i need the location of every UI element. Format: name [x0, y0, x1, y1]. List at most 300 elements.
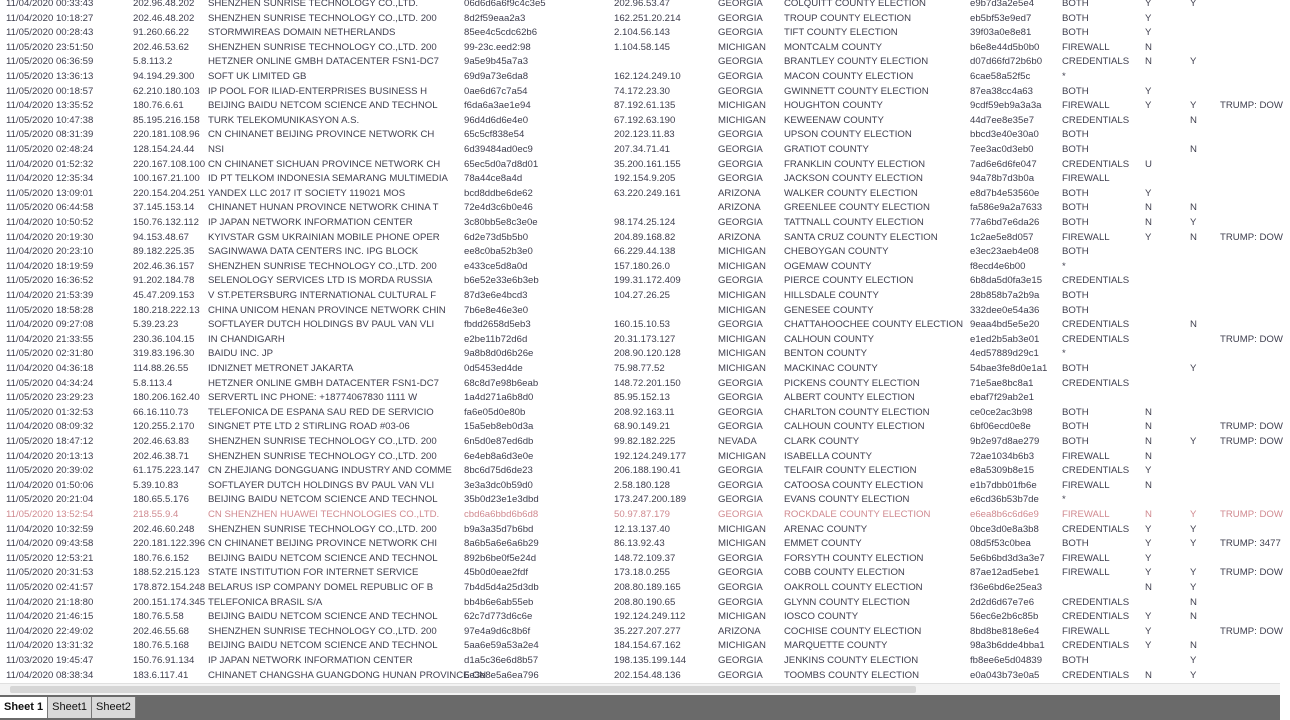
flag2-cell[interactable]: Y: [1190, 436, 1197, 447]
flag2-cell[interactable]: Y: [1190, 100, 1197, 112]
state-cell[interactable]: GEORGIA: [718, 494, 763, 506]
dest-ip-cell[interactable]: 192.124.249.112: [614, 611, 686, 623]
ip-cell[interactable]: 202.46.55.68: [133, 625, 190, 637]
state-cell[interactable]: MICHIGAN: [718, 611, 766, 623]
ip-cell[interactable]: 66.16.110.73: [133, 406, 189, 418]
county-cell[interactable]: MONTCALM COUNTY: [784, 41, 883, 53]
date-cell[interactable]: 11/05/2020 13:36:13: [6, 71, 94, 82]
status-cell[interactable]: CREDENTIALS: [1062, 319, 1130, 331]
org-cell[interactable]: IN CHANDIGARH: [208, 333, 285, 345]
county-cell[interactable]: HILLSDALE COUNTY: [784, 290, 879, 301]
flag1-cell[interactable]: N: [1145, 202, 1152, 214]
flag1-cell[interactable]: Y: [1145, 611, 1152, 623]
ip-cell[interactable]: 89.182.225.35: [133, 246, 195, 258]
status-cell[interactable]: BOTH: [1062, 655, 1089, 666]
state-cell[interactable]: GEORGIA: [718, 582, 763, 593]
dest-ip-cell[interactable]: 98.174.25.124: [614, 217, 676, 228]
ip-cell[interactable]: 37.145.153.14: [133, 202, 195, 214]
status-cell[interactable]: BOTH: [1062, 12, 1089, 24]
date-cell[interactable]: 11/04/2020 21:46:15: [6, 611, 94, 623]
county-cell[interactable]: MARQUETTE COUNTY: [784, 640, 888, 652]
dest-ip-cell[interactable]: 198.135.199.144: [614, 655, 687, 666]
flag2-cell[interactable]: N: [1190, 319, 1197, 331]
date-cell[interactable]: 11/03/2020 19:45:47: [6, 655, 94, 666]
state-cell[interactable]: GEORGIA: [718, 27, 763, 39]
status-cell[interactable]: FIREWALL: [1062, 552, 1110, 564]
date-cell[interactable]: 11/04/2020 00:33:43: [6, 0, 94, 9]
state-cell[interactable]: GEORGIA: [718, 275, 763, 287]
status-cell[interactable]: FIREWALL: [1062, 450, 1110, 462]
flag2-cell[interactable]: Y: [1190, 509, 1197, 520]
org-cell[interactable]: CN CHINANET SICHUAN PROVINCE NETWORK CH: [208, 158, 441, 170]
org-cell[interactable]: SOFTLAYER DUTCH HOLDINGS BV PAUL VAN VLI: [208, 319, 435, 331]
hash-cell[interactable]: cbd6a6bbd6b6d8: [464, 509, 539, 520]
hash-cell[interactable]: 6e4eb8a6d3e0e: [464, 450, 534, 462]
dest-ip-cell[interactable]: 192.154.9.205: [614, 173, 676, 185]
table-row[interactable]: [0, 537, 1280, 552]
state-cell[interactable]: GEORGIA: [718, 217, 763, 228]
id-cell[interactable]: 9b2e97d8ae279: [970, 436, 1040, 447]
table-row[interactable]: [0, 333, 1283, 348]
org-cell[interactable]: CHINA UNICOM HENAN PROVINCE NETWORK CHIN: [208, 304, 446, 316]
dest-ip-cell[interactable]: 192.124.249.177: [614, 450, 687, 462]
flag1-cell[interactable]: N: [1145, 406, 1152, 418]
table-row[interactable]: [0, 391, 1280, 406]
flag1-cell[interactable]: U: [1145, 158, 1152, 170]
hash-cell[interactable]: 9a5e9b45a7a3: [464, 56, 529, 68]
org-cell[interactable]: SAGINWAWA DATA CENTERS INC. IPG BLOCK: [208, 246, 419, 258]
status-cell[interactable]: CREDENTIALS: [1062, 56, 1130, 68]
date-cell[interactable]: 11/05/2020 00:18:57: [6, 85, 94, 97]
state-cell[interactable]: MICHIGAN: [718, 100, 766, 112]
id-cell[interactable]: 2d2d6d67e7e6: [970, 596, 1035, 608]
state-cell[interactable]: GEORGIA: [718, 144, 763, 155]
org-cell[interactable]: CHINANET CHANGSHA GUANGDONG HUNAN PROVINCE CN: [208, 669, 487, 681]
county-cell[interactable]: FORSYTH COUNTY ELECTION: [784, 552, 924, 564]
id-cell[interactable]: 6b8da5d0fa3e15: [970, 275, 1043, 287]
flag1-cell[interactable]: Y: [1145, 187, 1152, 199]
org-cell[interactable]: BAIDU INC. JP: [208, 348, 274, 360]
status-cell[interactable]: CREDENTIALS: [1062, 640, 1130, 652]
org-cell[interactable]: BEIJING BAIDU NETCOM SCIENCE AND TECHNOL: [208, 552, 438, 564]
hash-cell[interactable]: 35b0d23e1e3dbd: [464, 494, 539, 506]
hash-cell[interactable]: 5aa6e59a53a2e4: [464, 640, 539, 652]
ip-cell[interactable]: 188.52.215.123: [133, 567, 200, 579]
id-cell[interactable]: f36e6bd6e25ea3: [970, 582, 1043, 593]
status-cell[interactable]: CREDENTIALS: [1062, 275, 1130, 287]
dest-ip-cell[interactable]: 1.104.58.145: [614, 41, 671, 53]
id-cell[interactable]: d07d66fd72b6b0: [970, 56, 1043, 68]
status-cell[interactable]: BOTH: [1062, 0, 1089, 9]
dest-ip-cell[interactable]: 12.13.137.40: [614, 523, 671, 535]
dest-ip-cell[interactable]: 208.80.189.165: [614, 582, 681, 593]
dest-ip-cell[interactable]: 199.31.172.409: [614, 275, 681, 287]
id-cell[interactable]: 7ad6e6d6fe047: [970, 158, 1037, 170]
table-row[interactable]: [0, 70, 1280, 85]
county-cell[interactable]: OAKROLL COUNTY ELECTION: [784, 582, 923, 593]
table-row[interactable]: [0, 435, 1283, 450]
state-cell[interactable]: GEORGIA: [718, 552, 763, 564]
state-cell[interactable]: GEORGIA: [718, 509, 763, 520]
table-row[interactable]: [0, 12, 1280, 27]
org-cell[interactable]: SHENZHEN SUNRISE TECHNOLOGY CO.,LTD. 200: [208, 41, 437, 53]
table-row[interactable]: [0, 508, 1283, 523]
date-cell[interactable]: 11/04/2020 21:33:55: [6, 333, 94, 345]
date-cell[interactable]: 11/05/2020 23:29:23: [6, 392, 94, 404]
dest-ip-cell[interactable]: 68.90.149.21: [614, 421, 671, 433]
date-cell[interactable]: 11/04/2020 21:18:80: [6, 596, 94, 608]
org-cell[interactable]: HETZNER ONLINE GMBH DATACENTER FSN1-DC7: [208, 377, 439, 389]
date-cell[interactable]: 11/04/2020 04:36:18: [6, 363, 94, 374]
dest-ip-cell[interactable]: 50.97.87.179: [614, 509, 671, 520]
status-cell[interactable]: CREDENTIALS: [1062, 669, 1130, 681]
flag1-cell[interactable]: Y: [1145, 231, 1152, 243]
state-cell[interactable]: GEORGIA: [718, 406, 763, 418]
hash-cell[interactable]: e2be11b72d6d: [464, 333, 528, 345]
county-cell[interactable]: OGEMAW COUNTY: [784, 260, 872, 272]
status-cell[interactable]: *: [1062, 71, 1066, 82]
date-cell[interactable]: 11/04/2020 13:31:32: [6, 640, 94, 652]
date-cell[interactable]: 11/04/2020 10:32:59: [6, 523, 94, 535]
status-cell[interactable]: CREDENTIALS: [1062, 596, 1130, 608]
id-cell[interactable]: 98a3b6dde4bba1: [970, 640, 1045, 652]
dest-ip-cell[interactable]: 104.27.26.25: [614, 290, 671, 301]
table-row[interactable]: [0, 625, 1283, 640]
id-cell[interactable]: ebaf7f29ab2e1: [970, 392, 1035, 404]
flag2-cell[interactable]: Y: [1190, 523, 1197, 535]
ip-cell[interactable]: 220.167.108.100: [133, 158, 206, 170]
date-cell[interactable]: 11/04/2020 18:19:59: [6, 260, 94, 272]
hash-cell[interactable]: 9a8b8d0d6b26e: [464, 348, 534, 360]
table-row[interactable]: [0, 41, 1280, 56]
state-cell[interactable]: GEORGIA: [718, 85, 763, 97]
ip-cell[interactable]: 180.218.222.13: [133, 304, 200, 316]
flag2-cell[interactable]: Y: [1190, 0, 1197, 9]
id-cell[interactable]: 72ae1034b6b3: [970, 450, 1035, 462]
id-cell[interactable]: 4ed57889d29c1: [970, 348, 1039, 360]
org-cell[interactable]: BEIJING BAIDU NETCOM SCIENCE AND TECHNOL: [208, 494, 438, 506]
state-cell[interactable]: GEORGIA: [718, 669, 763, 681]
flag1-cell[interactable]: Y: [1145, 85, 1152, 97]
flag2-cell[interactable]: N: [1190, 231, 1197, 243]
note-cell[interactable]: TRUMP: DOW: [1220, 100, 1283, 112]
ip-cell[interactable]: 85.195.216.158: [133, 114, 200, 126]
flag1-cell[interactable]: N: [1145, 436, 1152, 447]
ip-cell[interactable]: 94.153.48.67: [133, 231, 190, 243]
ip-cell[interactable]: 180.76.5.58: [133, 611, 184, 623]
table-row[interactable]: [0, 99, 1283, 114]
status-cell[interactable]: BOTH: [1062, 246, 1089, 258]
county-cell[interactable]: TELFAIR COUNTY ELECTION: [784, 465, 917, 477]
id-cell[interactable]: 71e5ae8bc8a1: [970, 377, 1034, 389]
county-cell[interactable]: TOOMBS COUNTY ELECTION: [784, 669, 920, 681]
status-cell[interactable]: BOTH: [1062, 144, 1089, 155]
state-cell[interactable]: GEORGIA: [718, 465, 763, 477]
id-cell[interactable]: 44d7ee8e35e7: [970, 114, 1035, 126]
county-cell[interactable]: HOUGHTON COUNTY: [784, 100, 883, 112]
org-cell[interactable]: TURK TELEKOMUNIKASYON A.S.: [208, 114, 360, 126]
ip-cell[interactable]: 180.76.5.168: [133, 640, 190, 652]
flag1-cell[interactable]: Y: [1145, 27, 1152, 39]
dest-ip-cell[interactable]: 75.98.77.52: [614, 363, 665, 374]
org-cell[interactable]: STATE INSTITUTION FOR INTERNET SERVICE: [208, 567, 419, 579]
date-cell[interactable]: 11/04/2020 21:53:39: [6, 290, 94, 301]
hash-cell[interactable]: 62c7d773d6c6e: [464, 611, 533, 623]
ip-cell[interactable]: 202.96.48.202: [133, 0, 195, 9]
table-row[interactable]: [0, 654, 1280, 669]
dest-ip-cell[interactable]: 20.31.173.127: [614, 333, 676, 345]
id-cell[interactable]: 9eaa4bd5e5e20: [970, 319, 1040, 331]
dest-ip-cell[interactable]: 207.34.71.41: [614, 144, 671, 155]
id-cell[interactable]: e9b7d3a2e5e4: [970, 0, 1035, 9]
hash-cell[interactable]: 87d3e6e4bcd3: [464, 290, 528, 301]
hash-cell[interactable]: bb4b6e6ab55eb: [464, 596, 534, 608]
status-cell[interactable]: *: [1062, 494, 1066, 506]
hash-cell[interactable]: ee8c0ba52b3e0: [464, 246, 533, 258]
table-row[interactable]: [0, 158, 1280, 173]
state-cell[interactable]: GEORGIA: [718, 173, 763, 185]
ip-cell[interactable]: 45.47.209.153: [133, 290, 195, 301]
county-cell[interactable]: EVANS COUNTY ELECTION: [784, 494, 910, 506]
status-cell[interactable]: FIREWALL: [1062, 625, 1110, 637]
state-cell[interactable]: GEORGIA: [718, 377, 763, 389]
table-row[interactable]: [0, 289, 1280, 304]
hash-cell[interactable]: 6d2e73d5b5b0: [464, 231, 529, 243]
state-cell[interactable]: MICHIGAN: [718, 640, 766, 652]
dest-ip-cell[interactable]: 184.154.67.162: [614, 640, 681, 652]
ip-cell[interactable]: 202.46.63.83: [133, 436, 190, 447]
county-cell[interactable]: CALHOUN COUNTY: [784, 333, 875, 345]
org-cell[interactable]: SINGNET PTE LTD 2 STIRLING ROAD #03-06: [208, 421, 410, 433]
hash-cell[interactable]: 7b4d5d4a25d3db: [464, 582, 539, 593]
org-cell[interactable]: CHINANET HUNAN PROVINCE NETWORK CHINA T: [208, 202, 439, 214]
org-cell[interactable]: SHENZHEN SUNRISE TECHNOLOGY CO.,LTD. 200: [208, 436, 437, 447]
date-cell[interactable]: 11/04/2020 09:43:58: [6, 538, 94, 550]
dest-ip-cell[interactable]: 87.192.61.135: [614, 100, 676, 112]
id-cell[interactable]: 8bd8be818e6e4: [970, 625, 1040, 637]
ip-cell[interactable]: 91.202.184.78: [133, 275, 195, 287]
flag1-cell[interactable]: Y: [1145, 523, 1152, 535]
hash-cell[interactable]: 97e4a9d6c8b6f: [464, 625, 531, 637]
county-cell[interactable]: TATTNALL COUNTY ELECTION: [784, 217, 924, 228]
date-cell[interactable]: 11/05/2020 02:31:80: [6, 348, 94, 360]
hash-cell[interactable]: fa6e05d0e80b: [464, 406, 526, 418]
status-cell[interactable]: CREDENTIALS: [1062, 523, 1130, 535]
dest-ip-cell[interactable]: 162.124.249.10: [614, 71, 681, 82]
date-cell[interactable]: 11/05/2020 01:32:53: [6, 406, 94, 418]
date-cell[interactable]: 11/05/2020 02:41:57: [6, 582, 94, 593]
state-cell[interactable]: GEORGIA: [718, 0, 763, 9]
dest-ip-cell[interactable]: 86.13.92.43: [614, 538, 665, 550]
status-cell[interactable]: FIREWALL: [1062, 509, 1110, 520]
county-cell[interactable]: COCHISE COUNTY ELECTION: [784, 625, 922, 637]
date-cell[interactable]: 11/05/2020 02:48:24: [6, 144, 94, 155]
id-cell[interactable]: 28b858b7a2b9a: [970, 290, 1040, 301]
hash-cell[interactable]: 6n5d0e87ed6db: [464, 436, 534, 447]
ip-cell[interactable]: 5.39.23.23: [133, 319, 179, 331]
table-row[interactable]: [0, 187, 1280, 202]
county-cell[interactable]: EMMET COUNTY: [784, 538, 862, 550]
tab-sheet2[interactable]: Sheet2: [92, 697, 136, 718]
date-cell[interactable]: 11/04/2020 20:13:13: [6, 450, 94, 462]
state-cell[interactable]: MICHIGAN: [718, 304, 766, 316]
hash-cell[interactable]: 69d9a73e6da8: [464, 71, 529, 82]
id-cell[interactable]: 39f03a0e8e81: [970, 27, 1032, 39]
date-cell[interactable]: 11/05/2020 16:36:52: [6, 275, 94, 287]
flag1-cell[interactable]: Y: [1145, 538, 1152, 550]
table-row[interactable]: [0, 55, 1280, 70]
status-cell[interactable]: FIREWALL: [1062, 479, 1110, 491]
dest-ip-cell[interactable]: 173.18.0.255: [614, 567, 671, 579]
table-row[interactable]: [0, 362, 1280, 377]
tab-sheet1[interactable]: Sheet1: [48, 697, 92, 718]
flag1-cell[interactable]: N: [1145, 582, 1152, 593]
tab-sheet-1[interactable]: Sheet 1: [0, 697, 48, 718]
table-row[interactable]: [0, 172, 1280, 187]
org-cell[interactable]: SHENZHEN SUNRISE TECHNOLOGY CO.,LTD.: [208, 0, 419, 9]
table-row[interactable]: [0, 552, 1280, 567]
flag1-cell[interactable]: N: [1145, 421, 1152, 433]
dest-ip-cell[interactable]: 35.227.207.277: [614, 625, 681, 637]
dest-ip-cell[interactable]: 208.92.163.11: [614, 406, 675, 418]
county-cell[interactable]: IOSCO COUNTY: [784, 611, 859, 623]
state-cell[interactable]: GEORGIA: [718, 392, 763, 404]
table-row[interactable]: [0, 523, 1280, 538]
org-cell[interactable]: SHENZHEN SUNRISE TECHNOLOGY CO.,LTD. 200: [208, 625, 437, 637]
id-cell[interactable]: e6ea8b6c6d6e9: [970, 509, 1039, 520]
hash-cell[interactable]: 0ae6d67c7a54: [464, 85, 528, 97]
date-cell[interactable]: 11/04/2020 12:35:34: [6, 173, 94, 185]
ip-cell[interactable]: 183.6.117.41: [133, 669, 189, 681]
id-cell[interactable]: 332dee0e54a36: [970, 304, 1040, 316]
county-cell[interactable]: MACKINAC COUNTY: [784, 363, 878, 374]
id-cell[interactable]: e1b7dbb01fb6e: [970, 479, 1037, 491]
status-cell[interactable]: BOTH: [1062, 538, 1089, 550]
ip-cell[interactable]: 5.39.10.83: [133, 479, 179, 491]
status-cell[interactable]: *: [1062, 260, 1066, 272]
org-cell[interactable]: NSI: [208, 144, 224, 155]
table-row[interactable]: [0, 566, 1283, 581]
org-cell[interactable]: SHENZHEN SUNRISE TECHNOLOGY CO.,LTD. 200: [208, 523, 437, 535]
ip-cell[interactable]: 202.46.60.248: [133, 523, 195, 535]
date-cell[interactable]: 11/05/2020 20:39:02: [6, 465, 94, 477]
county-cell[interactable]: COLQUITT COUNTY ELECTION: [784, 0, 926, 9]
table-row[interactable]: [0, 669, 1280, 684]
id-cell[interactable]: 6cae58a52f5c: [970, 71, 1031, 82]
county-cell[interactable]: ISABELLA COUNTY: [784, 450, 872, 462]
hash-cell[interactable]: 99-23c.eed2:98: [464, 41, 531, 53]
table-row[interactable]: [0, 406, 1280, 421]
date-cell[interactable]: 11/04/2020 10:18:27: [6, 12, 94, 24]
hash-cell[interactable]: 85ee4c5cdc62b6: [464, 27, 538, 39]
flag1-cell[interactable]: Y: [1145, 625, 1152, 637]
id-cell[interactable]: 87ae12ad5ebe1: [970, 567, 1040, 579]
dest-ip-cell[interactable]: 202.123.11.83: [614, 129, 675, 141]
flag2-cell[interactable]: Y: [1190, 567, 1197, 579]
state-cell[interactable]: MICHIGAN: [718, 363, 766, 374]
table-row[interactable]: [0, 420, 1283, 435]
ip-cell[interactable]: 230.36.104.15: [133, 333, 195, 345]
id-cell[interactable]: e0a043b73e0a5: [970, 669, 1040, 681]
org-cell[interactable]: SHENZHEN SUNRISE TECHNOLOGY CO.,LTD. 200: [208, 12, 437, 24]
dest-ip-cell[interactable]: 2.58.180.128: [614, 479, 671, 491]
state-cell[interactable]: MICHIGAN: [718, 333, 766, 345]
id-cell[interactable]: 08d5f53c0bea: [970, 538, 1031, 550]
dest-ip-cell[interactable]: 148.72.109.37: [614, 552, 676, 564]
org-cell[interactable]: BEIJING BAIDU NETCOM SCIENCE AND TECHNOL: [208, 611, 438, 623]
org-cell[interactable]: SERVERTL INC PHONE: +18774067830 1111 W: [208, 392, 418, 404]
ip-cell[interactable]: 180.206.162.40: [133, 392, 200, 404]
date-cell[interactable]: 11/04/2020 09:27:08: [6, 319, 94, 331]
ip-cell[interactable]: 150.76.132.112: [133, 217, 199, 228]
date-cell[interactable]: 11/05/2020 12:53:21: [6, 552, 94, 564]
status-cell[interactable]: CREDENTIALS: [1062, 333, 1130, 345]
ip-cell[interactable]: 114.88.26.55: [133, 363, 189, 374]
ip-cell[interactable]: 180.76.6.152: [133, 552, 190, 564]
status-cell[interactable]: BOTH: [1062, 217, 1089, 228]
date-cell[interactable]: 11/05/2020 18:47:12: [6, 436, 94, 447]
note-cell[interactable]: TRUMP: DOW: [1220, 625, 1283, 637]
state-cell[interactable]: MICHIGAN: [718, 290, 766, 301]
date-cell[interactable]: 11/04/2020 22:49:02: [6, 625, 94, 637]
org-cell[interactable]: IP POOL FOR ILIAD-ENTERPRISES BUSINESS H: [208, 85, 428, 97]
state-cell[interactable]: GEORGIA: [718, 319, 763, 331]
dest-ip-cell[interactable]: 162.251.20.214: [614, 12, 681, 24]
date-cell[interactable]: 11/04/2020 01:52:32: [6, 158, 94, 170]
org-cell[interactable]: TELEFONICA DE ESPANA SAU RED DE SERVICIO: [208, 406, 434, 418]
date-cell[interactable]: 11/05/2020 13:52:54: [6, 509, 94, 520]
status-cell[interactable]: FIREWALL: [1062, 173, 1110, 185]
county-cell[interactable]: GENESEE COUNTY: [784, 304, 874, 316]
org-cell[interactable]: BELARUS ISP COMPANY DOMEL REPUBLIC OF B: [208, 582, 434, 593]
date-cell[interactable]: 11/05/2020 18:58:28: [6, 304, 94, 316]
hash-cell[interactable]: 0d5453ed4de: [464, 363, 523, 374]
county-cell[interactable]: COBB COUNTY ELECTION: [784, 567, 905, 579]
county-cell[interactable]: CHEBOYGAN COUNTY: [784, 246, 889, 258]
hash-cell[interactable]: 68c8d7e98b6eab: [464, 377, 539, 389]
flag1-cell[interactable]: Y: [1145, 100, 1152, 112]
org-cell[interactable]: STORMWIREAS DOMAIN NETHERLANDS: [208, 27, 396, 39]
ip-cell[interactable]: 120.255.2.170: [133, 421, 195, 433]
org-cell[interactable]: V ST.PETERSBURG INTERNATIONAL CULTURAL F: [208, 290, 437, 301]
org-cell[interactable]: HETZNER ONLINE GMBH DATACENTER FSN1-DC7: [208, 56, 439, 68]
org-cell[interactable]: CN ZHEJIANG DONGGUANG INDUSTRY AND COMME: [208, 465, 452, 477]
hash-cell[interactable]: 3e3a3dc0b59d0: [464, 479, 533, 491]
county-cell[interactable]: ALBERT COUNTY ELECTION: [784, 392, 915, 404]
ip-cell[interactable]: 319.83.196.30: [133, 348, 195, 360]
state-cell[interactable]: ARIZONA: [718, 187, 761, 199]
flag2-cell[interactable]: N: [1190, 596, 1197, 608]
state-cell[interactable]: MICHIGAN: [718, 260, 766, 272]
id-cell[interactable]: eb5bf53e9ed7: [970, 12, 1032, 24]
county-cell[interactable]: GLYNN COUNTY ELECTION: [784, 596, 910, 608]
status-cell[interactable]: CREDENTIALS: [1062, 377, 1130, 389]
flag1-cell[interactable]: N: [1145, 479, 1152, 491]
dest-ip-cell[interactable]: 160.15.10.53: [614, 319, 671, 331]
county-cell[interactable]: BENTON COUNTY: [784, 348, 867, 360]
flag2-cell[interactable]: Y: [1190, 669, 1197, 681]
scrollbar-thumb[interactable]: [10, 686, 916, 693]
status-cell[interactable]: FIREWALL: [1062, 567, 1110, 579]
hash-cell[interactable]: 65ec5d0a7d8d01: [464, 158, 539, 170]
org-cell[interactable]: YANDEX LLC 2017 IT SOCIETY 119021 MOS: [208, 187, 406, 199]
state-cell[interactable]: GEORGIA: [718, 567, 763, 579]
dest-ip-cell[interactable]: 204.89.168.82: [614, 231, 676, 243]
status-cell[interactable]: *: [1062, 348, 1066, 360]
county-cell[interactable]: TROUP COUNTY ELECTION: [784, 12, 912, 24]
hash-cell[interactable]: 1a4d271a6b8d0: [464, 392, 534, 404]
date-cell[interactable]: 11/05/2020 23:51:50: [6, 41, 94, 53]
